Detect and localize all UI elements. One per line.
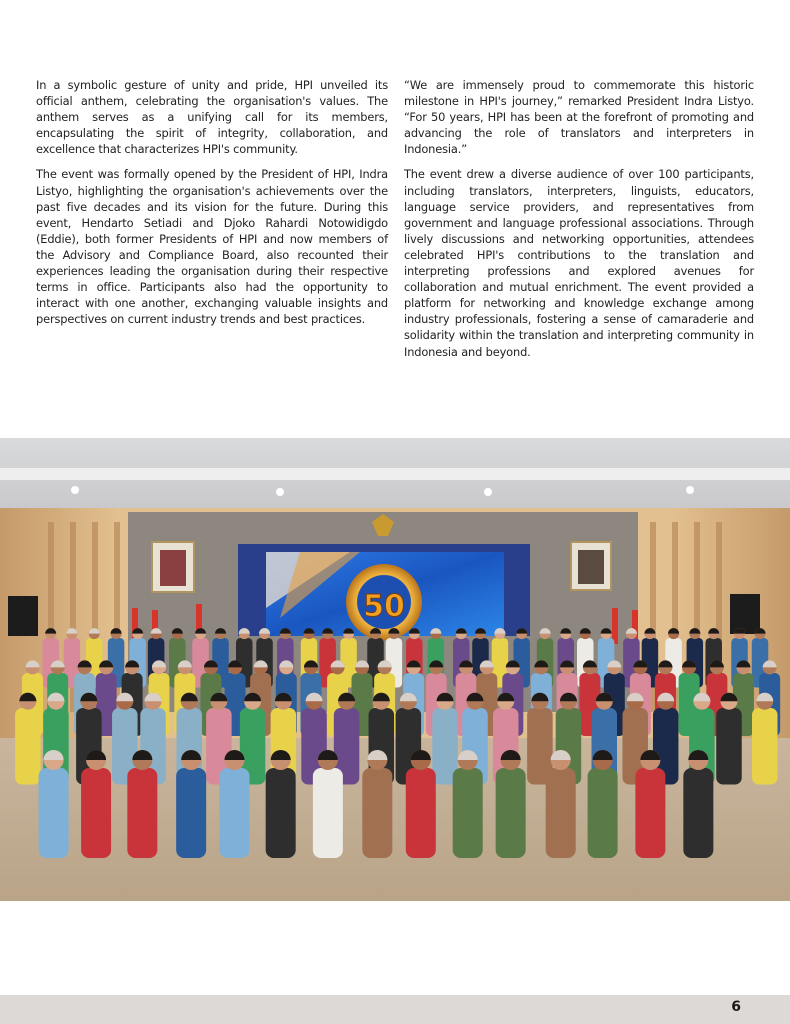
person-body [752, 708, 778, 785]
person-body [15, 708, 41, 785]
paragraph-audience: The event drew a diverse audience of over 100 participants, including translators, interpreters, linguists, educators, language service providers, and representatives from government and language professional associations. Through lively discussions and networking opportunities, attendees celebrated HPI's contributions to the translation and interpreting professions and explored avenues for collaboration and mutual enrichment. The event provided a platform for networking and knowledge exchange among industry professionals, fostering a sense of camaraderie and solidarity within the translation and interpreting community in Indonesia and beyond. [404, 167, 754, 359]
page-footer [0, 995, 790, 1024]
person-body [683, 768, 713, 858]
person-body [716, 708, 742, 785]
person-body [176, 768, 206, 858]
person-body [81, 768, 111, 858]
person-body [546, 768, 576, 858]
anniversary-badge-number: 50 [363, 589, 405, 624]
group-photo [0, 438, 790, 901]
person-body [313, 768, 343, 858]
paragraph-anthem: In a symbolic gesture of unity and pride, HPI unveiled its official anthem, celebrating the organisation's values. The anthem serves as a unifying call for its members, encapsulating the spirit of integrity, collaboration, and excellence that characterizes HPI's community. [36, 78, 388, 157]
person-body [266, 768, 296, 858]
person-body [219, 768, 249, 858]
article-left-column [36, 77, 388, 336]
page-number: 6 [731, 999, 741, 1015]
person-body [635, 768, 665, 858]
person-body [406, 768, 436, 858]
person-body [362, 768, 392, 858]
person-body [127, 768, 157, 858]
person-body [453, 768, 483, 858]
person-body [496, 768, 526, 858]
person-body [588, 768, 618, 858]
paragraph-opening: The event was formally opened by the President of HPI, Indra Listyo, highlighting the organisation's achievements over the past five decades and its vision for the future. During this event, Hendarto Setiadi and Djoko Rahardi Notowidigdo (Eddie), both former Presidents of HPI and now members of the Advisory and Compliance Board, also recounted their experiences leading the organisation during their respective terms in office. Participants also had the opportunity to interact with one another, exchanging valuable insights and perspectives on current industry trends and best practices. [36, 167, 388, 327]
paragraph-quote: “We are immensely proud to commemorate this historic milestone in HPI's journey,” remarked President Indra Listyo. “For 50 years, HPI has been at the forefront of promoting and advancing the role of translators and interpreters in Indonesia.” [404, 78, 754, 157]
article-right-column [404, 77, 754, 369]
person-body [39, 768, 69, 858]
